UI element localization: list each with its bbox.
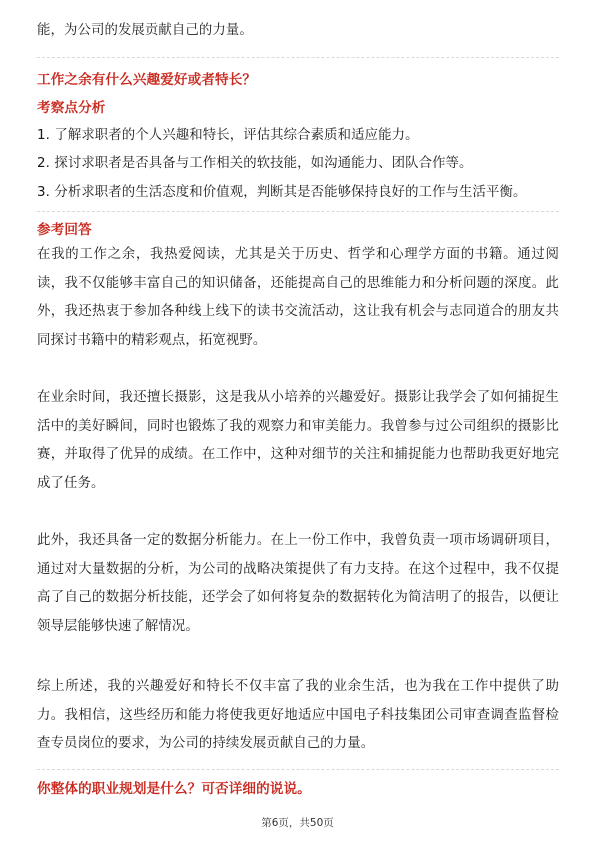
answer-heading: 参考回答 (37, 222, 92, 238)
answer-paragraph-3: 此外，我还具备一定的数据分析能力。在上一份工作中，我曾负责一项市场调研项目，通过对大量数据的分析，为公司的战略决策提供了有力支持。在这个过程中，我不仅提高了自己的数据分析技能，还学会了如何将复杂的数据转化为简洁明了的报告，以便让领导层能够快速了解情况。 (37, 533, 559, 634)
analysis-point-1: 1. 了解求职者的个人兴趣和特长，评估其综合素质和适应能力。 (37, 128, 419, 143)
question-heading: 工作之余有什么兴趣爱好或者特长？ (37, 72, 257, 88)
answer-paragraph-1: 在我的工作之余，我热爱阅读，尤其是关于历史、哲学和心理学方面的书籍。通过阅读，我不仅能够丰富自己的知识储备，还能提高自己的思维能力和分析问题的深度。此外，我还热衷于参加各种线上线下的读书交流活动，这让我有机会与志同道合的朋友共同探讨书籍中的精彩观点，拓宽视野。 (37, 247, 559, 348)
section-divider (37, 769, 559, 770)
page-number-footer: 第6页，共50页 (261, 817, 334, 829)
next-question-heading: 你整体的职业规划是什么？可否详细的说说。 (37, 781, 311, 797)
section-divider (37, 57, 559, 58)
analysis-heading: 考察点分析 (37, 100, 106, 116)
previous-answer-ending: 能，为公司的发展贡献自己的力量。 (37, 23, 253, 38)
section-divider (37, 211, 559, 212)
analysis-point-3: 3. 分析求职者的生活态度和价值观，判断其是否能够保持良好的工作与生活平衡。 (37, 185, 527, 200)
answer-paragraph-4: 综上所述，我的兴趣爱好和特长不仅丰富了我的业余生活，也为我在工作中提供了助力。我相信，这些经历和能力将使我更好地适应中国电子科技集团公司审查调查监督检查专员岗位的要求，为公司的持续发展贡献自己的力量。 (37, 679, 559, 751)
analysis-point-2: 2. 探讨求职者是否具备与工作相关的软技能，如沟通能力、团队合作等。 (37, 156, 473, 171)
answer-paragraph-2: 在业余时间，我还擅长摄影，这是我从小培养的兴趣爱好。摄影让我学会了如何捕捉生活中的美好瞬间，同时也锻炼了我的观察力和审美能力。我曾参与过公司组织的摄影比赛，并取得了优异的成绩。在工作中，这种对细节的关注和捕捉能力也帮助我更好地完成了任务。 (37, 390, 559, 491)
